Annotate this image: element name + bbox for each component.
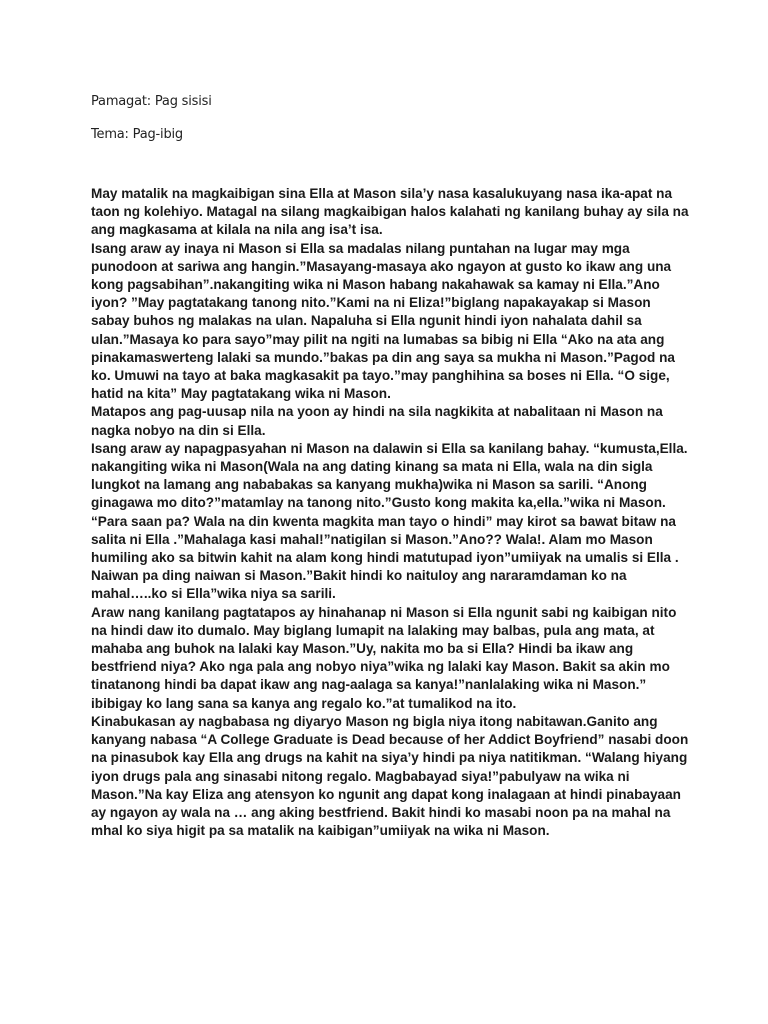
story-paragraph: Isang araw ay inaya ni Mason si Ella sa madalas nilang puntahan na lugar may mga punodoon at sariwa ang hangin.”Masayang-masaya ako ngayon at gusto ko ikaw ang una kong pagsabihan”.nakangiting wika ni Mason habang nakahawak sa kamay ni Ella.”Ano iyon? ”May pagtatakang tanong nito.”Kami na ni Eliza!”biglang napakayakap si Mason sabay buhos ng malakas na ulan. Napaluha si Ella ngunit hindi iyon nahalata dahil sa ulan.”Masaya ko para sayo”may pilit na ngiti na lumabas sa bibig ni Ella “Ako na ata ang pinakamaswerteng lalaki sa mundo.”bakas pa din ang saya sa mukha ni Mason.”Pagod na ko. Umuwi na tayo at baka magkasakit pa tayo.”may panghihina sa boses ni Ella. “O sige, hatid na kita” May pagtatakang wika ni Mason. xyxy=(91,240,675,402)
story-paragraph: Kinabukasan ay nagbabasa ng diyaryo Mason ng bigla niya itong nabitawan.Ganito ang kanyang nabasa “A College Graduate is Dead because of her Addict Boyfriend” nasabi doon na pinasubok kay Ella ang drugs na kahit na siya’y hindi pa niya natitikman. “Walang hiyang iyon drugs pala ang sinasabi nitong regalo. Magbabayad siya!”pabulyaw na wika ni Mason.”Na kay Eliza ang atensyon ko ngunit ang dapat kong inalagaan at hindi pinabayaan ay ngayon ay wala na … ang aking bestfriend. Bakit hindi ko masabi noon pa na mahal na mhal ko siya higit pa sa matalik na kaibigan”umiiyak na wika ni Mason. xyxy=(91,713,689,839)
story-paragraph: Matapos ang pag-uusap nila na yoon ay hindi na sila nagkikita at nabalitaan ni Mason na nagka nobyo na din si Ella. xyxy=(91,404,663,438)
story-paragraph: May matalik na magkaibigan sina Ella at Mason sila’y nasa kasalukuyang nasa ika-apat na taon ng kolehiyo. Matagal na silang magkaibigan halos kalahati ng kanilang buhay ay sila na ang magkasama at kilala na nila ang isa’t isa. xyxy=(91,186,689,238)
story-paragraph: Araw nang kanilang pagtatapos ay hinahanap ni Mason si Ella ngunit sabi ng kaibigan nito na hindi daw ito dumalo. May biglang lumapit na lalaking may balbas, pula ang mata, at mahaba ang buhok na lalaki kay Mason.”Uy, nakita mo ba si Ella? Hindi ba ikaw ang bestfriend niya? Ako nga pala ang nobyo niya”wika ng lalaki kay Mason. Bakit sa akin mo tinatanong hindi ba dapat ikaw ang nag-aalaga sa kanya!”nanlalaking wika ni Mason.” ibibigay ko lang sana sa kanya ang regalo ko.”at tumalikod na ito. xyxy=(91,604,677,711)
story-theme-line: Tema: Pag-ibig xyxy=(91,127,183,142)
story-title-line: Pamagat: Pag sisisi xyxy=(91,94,212,109)
story-paragraph: Isang araw ay napagpasyahan ni Mason na dalawin si Ella sa kanilang bahay. “kumusta,Ella. nakangiting wika ni Mason(Wala na ang dating kinang sa mata ni Ella, wala na din sigla lungkot na lamang ang nababakas sa kanyang mukha)wika ni Mason sa sarili. “Anong ginagawa mo dito?”matamlay na tanong nito.”Gusto kong makita ka,ella.”wika ni Mason. “Para saan pa? Wala na din kwenta magkita man tayo o hindi” may kirot sa bawat bitaw na salita ni Ella .”Mahalaga kasi mahal!”natigilan si Mason.”Ano?? Wala!. Alam mo Mason humiling ako sa bitwin kahit na alam kong hindi matutupad iyon”umiiyak na umalis si Ella . Naiwan pa ding naiwan si Mason.”Bakit hindi ko naituloy ang nararamdaman ko na mahal…..ko si Ella”wika niya sa sarili. xyxy=(91,440,688,602)
story-body xyxy=(91,185,691,840)
